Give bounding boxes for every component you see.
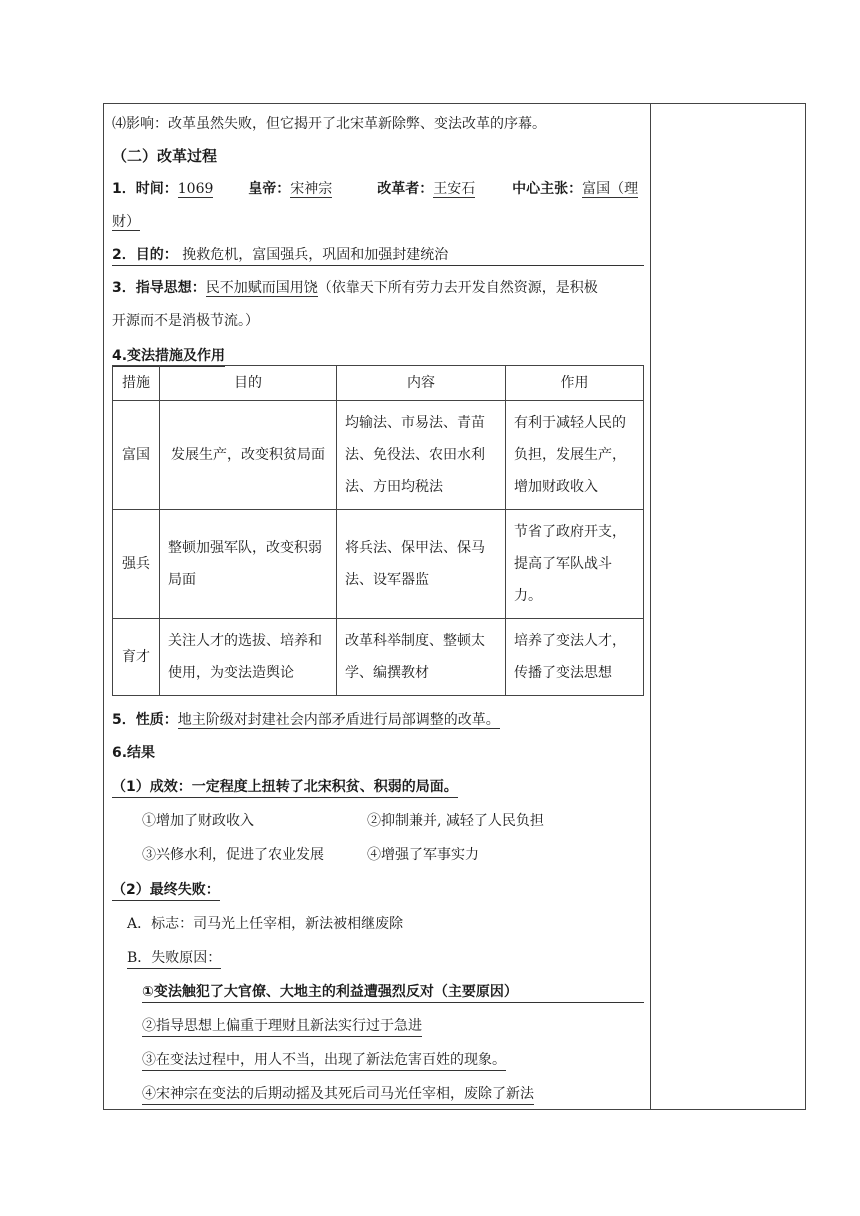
time-value: 1069 (177, 181, 214, 197)
item5-line (112, 710, 500, 730)
claim-value-a: 富国（理 (582, 181, 639, 197)
table-row (113, 510, 644, 619)
measures-title: 4.变法措施及作用 (112, 346, 225, 367)
time-label: 1．时间： (112, 181, 178, 197)
causes-title: B．失败原因： (127, 948, 221, 969)
cause-item: ④宋神宗在变法的后期动摇及其死后司马光任宰相，废除了新法 (142, 1084, 534, 1105)
header-content: 内容 (337, 366, 506, 401)
ideology-label: 3．指导思想： (112, 280, 206, 296)
item3-line2: 开源而不是消极节流。） (112, 313, 259, 329)
reformer-value: 王安石 (433, 181, 476, 197)
row-measure: 育才 (113, 619, 160, 696)
claim-label: 中心主张： (512, 181, 583, 197)
table-header-row (113, 366, 644, 401)
result-point: ①增加了财政收入 (142, 813, 254, 829)
purpose-underline (112, 265, 644, 266)
measures-table (112, 365, 644, 696)
result1-title: （1）成效：一定程度上扭转了北宋积贫、积弱的局面。 (112, 777, 458, 798)
row-effect: 节省了政府开支，提高了军队战斗力。 (506, 510, 644, 619)
row-content: 将兵法、保甲法、保马法、设军器监 (337, 510, 506, 619)
item3-line (112, 278, 598, 298)
result2-title: （2）最终失败： (112, 880, 220, 901)
result-point: ③兴修水利，促进了农业发展 (142, 847, 324, 863)
claim-value-b: 财） (112, 214, 140, 230)
row-content: 改革科举制度、整顿太学、编撰教材 (337, 619, 506, 696)
item1-line2 (112, 212, 140, 232)
nature-value: 地主阶级对封建社会内部矛盾进行局部调整的改革。 (177, 712, 500, 728)
row-purpose: 关注人才的选拔、培养和使用，为变法造舆论 (160, 619, 337, 696)
item2-line (112, 245, 448, 265)
impact-line: ⑷影响：改革虽然失败，但它揭开了北宋革新除弊、变法改革的序幕。 (112, 116, 546, 132)
cause-item: ③在变法过程中，用人不当，出现了新法危害百姓的现象。 (142, 1050, 506, 1071)
emperor-label: 皇帝： (248, 181, 291, 197)
row-measure: 强兵 (113, 510, 160, 619)
header-effect: 作用 (506, 366, 644, 401)
row-purpose: 整顿加强军队，改变积弱局面 (160, 510, 337, 619)
row-purpose: 发展生产，改变积贫局面 (160, 401, 337, 510)
ideology-note-a: （依靠天下所有劳力去开发自然资源，是积极 (317, 280, 598, 296)
result-point: ④增强了军事实力 (367, 847, 479, 863)
cause-underline (142, 1002, 644, 1003)
failure-sign: A．标志：司马光上任宰相，新法被相继废除 (127, 916, 404, 932)
purpose-value: 挽救危机，富国强兵，巩固和加强封建统治 (182, 247, 449, 263)
table-row (113, 401, 644, 510)
emperor-value: 宋神宗 (290, 181, 333, 197)
header-measure: 措施 (113, 366, 160, 401)
row-content: 均输法、市易法、青苗法、免役法、农田水利法、方田均税法 (337, 401, 506, 510)
ideology-value: 民不加赋而国用饶 (205, 280, 318, 296)
purpose-label: 2．目的： (112, 247, 178, 263)
reformer-label: 改革者： (377, 181, 434, 197)
item1-line (112, 179, 638, 199)
section-title: （二）改革过程 (112, 147, 218, 165)
result-point: ②抑制兼并, 减轻了人民负担 (367, 813, 544, 829)
row-measure: 富国 (113, 401, 160, 510)
cause-item: ②指导思想上偏重于理财且新法实行过于急进 (142, 1016, 422, 1037)
result-title: 6.结果 (112, 745, 156, 761)
row-effect: 有利于减轻人民的负担，发展生产，增加财政收入 (506, 401, 644, 510)
column-divider (650, 103, 651, 1110)
table-row (113, 619, 644, 696)
cause-item: ①变法触犯了大官僚、大地主的利益遭强烈反对（主要原因） (142, 984, 518, 1000)
row-effect: 培养了变法人才，传播了变法思想 (506, 619, 644, 696)
header-purpose: 目的 (160, 366, 337, 401)
nature-label: 5．性质： (112, 712, 178, 728)
